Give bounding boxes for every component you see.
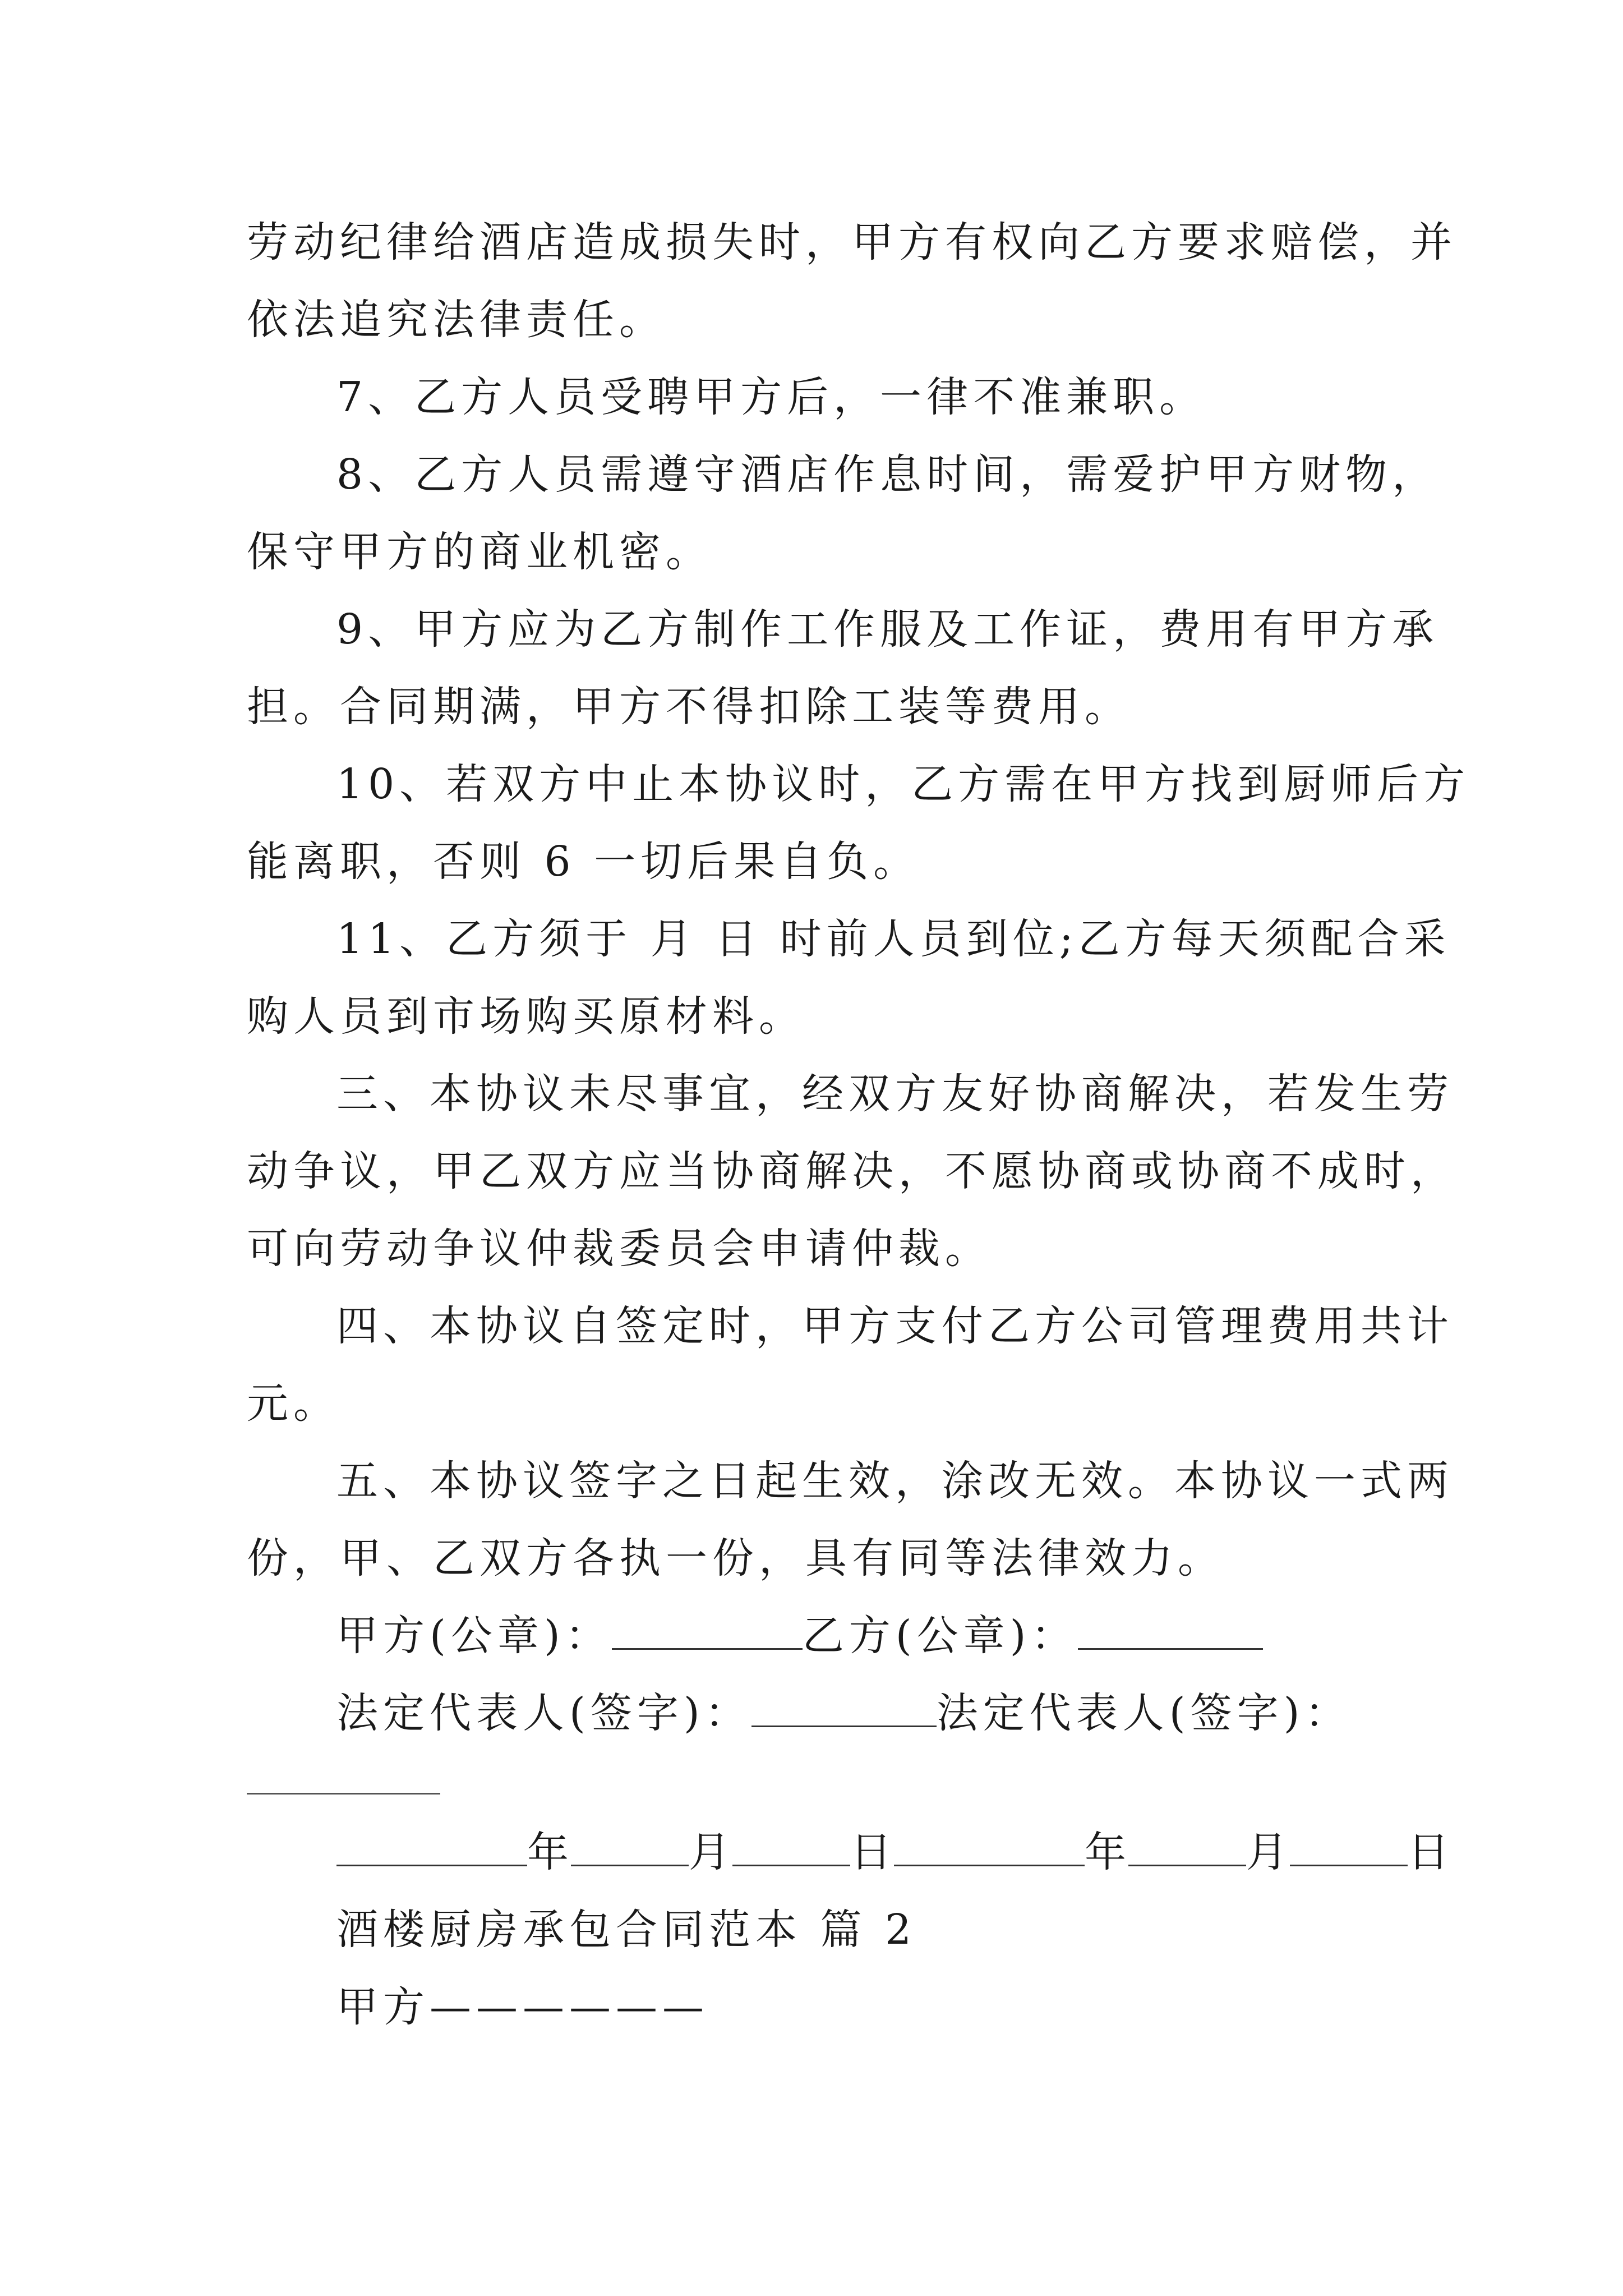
- clause-10: 10、若双方中止本协议时，乙方需在甲方找到厨师后方: [336, 760, 1470, 808]
- day-b-blank[interactable]: [1290, 1825, 1408, 1866]
- day-label: 日: [1408, 1828, 1451, 1876]
- paragraph-line: 担。合同期满，甲方不得扣除工装等费用。: [247, 683, 1131, 731]
- representative-signature-row: [336, 1685, 1486, 1741]
- section-3: 三、本协议未尽事宜，经双方友好协商解决，若发生劳: [336, 1070, 1454, 1118]
- party-b-seal-label: 乙方(公章)：: [802, 1612, 1078, 1660]
- party-b-seal-blank[interactable]: [1078, 1609, 1263, 1650]
- party-a-rep-label: 法定代表人(签字)：: [336, 1689, 751, 1737]
- party-a-seal-label: 甲方(公章)：: [336, 1612, 612, 1660]
- paragraph-line: 元。: [247, 1379, 340, 1428]
- seal-signature-row: [336, 1608, 1486, 1664]
- day-label: 日: [850, 1828, 894, 1876]
- year-b-blank[interactable]: [894, 1825, 1085, 1866]
- section-5: 五、本协议签字之日起生效，涂改无效。本协议一式两: [336, 1457, 1454, 1505]
- party-a-rep-blank[interactable]: [751, 1686, 937, 1727]
- section-title: 酒楼厨房承包合同范本 篇 2: [336, 1906, 917, 1954]
- paragraph-line: 动争议，甲乙双方应当协商解决，不愿协商或协商不成时，: [247, 1147, 1457, 1195]
- paragraph-line: 份，甲、乙双方各执一份，具有同等法律效力。: [247, 1534, 1224, 1582]
- paragraph-line: 劳动纪律给酒店造成损失时，甲方有权向乙方要求赔偿，并: [247, 218, 1457, 266]
- month-b-blank[interactable]: [1128, 1825, 1246, 1866]
- paragraph-line: 可向劳动争议仲裁委员会申请仲裁。: [247, 1225, 992, 1273]
- party-b-rep-blank[interactable]: [247, 1793, 440, 1795]
- party-b-rep-label: 法定代表人(签字)：: [936, 1689, 1352, 1737]
- clause-7: 7、乙方人员受聘甲方后，一律不准兼职。: [336, 373, 1206, 421]
- clause-9: 9、甲方应为乙方制作工作服及工作证，费用有甲方承: [336, 605, 1439, 654]
- section-4: 四、本协议自签定时，甲方支付乙方公司管理费用共计: [336, 1302, 1454, 1350]
- paragraph-line: 能离职，否则 6 一切后果自负。: [247, 838, 920, 886]
- year-label: 年: [527, 1828, 571, 1876]
- month-label: 月: [689, 1828, 732, 1876]
- clause-8: 8、乙方人员需遵守酒店作息时间，需爱护甲方财物，: [336, 450, 1439, 499]
- date-row: [336, 1824, 1486, 1880]
- party-a-seal-blank[interactable]: [612, 1609, 803, 1650]
- year-a-blank[interactable]: [336, 1825, 527, 1866]
- month-a-blank[interactable]: [571, 1825, 689, 1866]
- paragraph-line: 购人员到市场购买原材料。: [247, 992, 805, 1041]
- paragraph-line: 保守甲方的商业机密。: [247, 528, 712, 576]
- clause-11: 11、乙方须于 月 日 时前人员到位;乙方每天须配合采: [336, 915, 1451, 963]
- paragraph-line: 依法追究法律责任。: [247, 296, 666, 344]
- month-label: 月: [1246, 1828, 1290, 1876]
- day-a-blank[interactable]: [732, 1825, 850, 1866]
- year-label: 年: [1085, 1828, 1128, 1876]
- party-a-line: 甲方——————: [336, 1983, 709, 2031]
